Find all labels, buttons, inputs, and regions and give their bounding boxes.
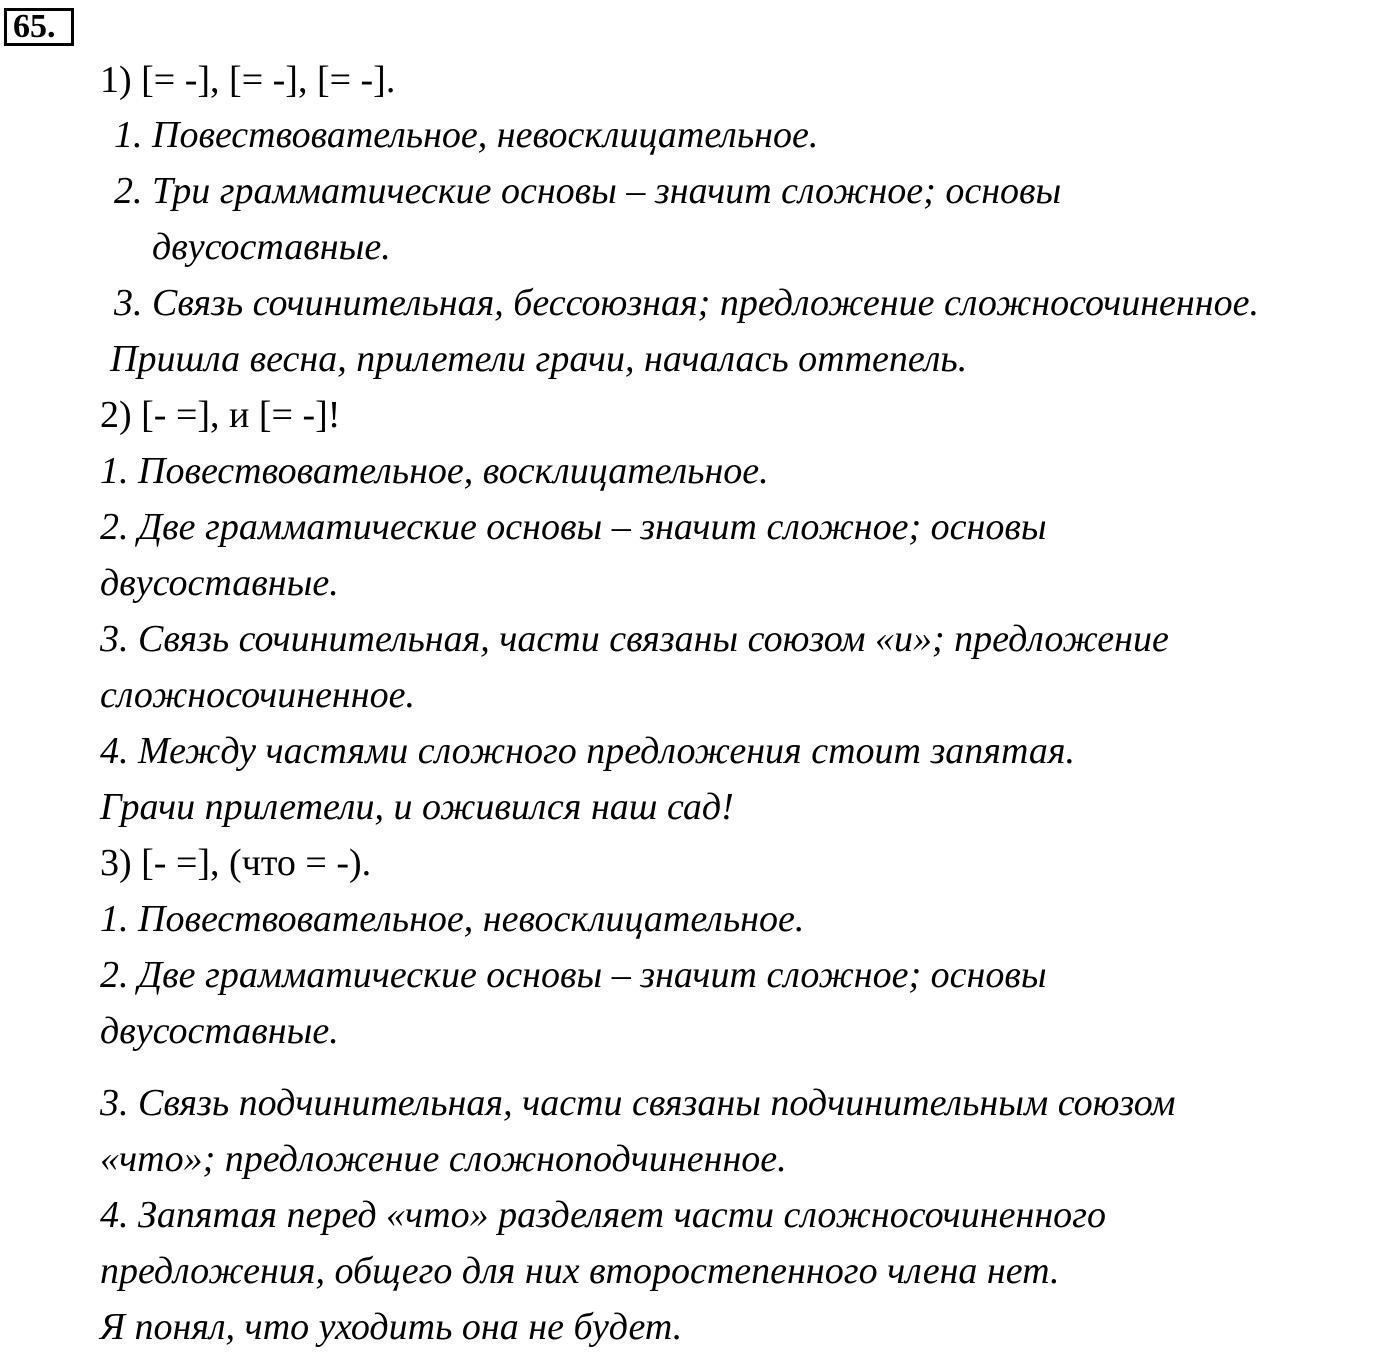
item-1-3: 3. Связь сочинительная, бессоюзная; предложение сложносочиненное.	[114, 282, 1259, 324]
exercise-number-badge: 65.	[4, 8, 74, 46]
item-2-4: 4. Между частями сложного предложения стоит запятая.	[100, 730, 1076, 772]
example-sentence-3: Я понял, что уходить она не будет.	[100, 1306, 683, 1348]
item-2-2: 2. Две грамматические основы – значит сложное; основы	[100, 506, 1047, 548]
item-1-2-cont: двусоставные.	[152, 226, 391, 268]
item-3-3: 3. Связь подчинительная, части связаны подчинительным союзом	[100, 1082, 1176, 1124]
example-sentence-1: Пришла весна, прилетели грачи, началась оттепель.	[110, 338, 968, 380]
scheme-3: 3) [- =], (что = -).	[100, 842, 372, 884]
scheme-2: 2) [- =], и [= -]!	[100, 394, 341, 436]
item-2-1: 1. Повествовательное, восклицательное.	[100, 450, 769, 492]
item-1-1: 1. Повествовательное, невосклицательное.	[114, 114, 819, 156]
item-2-2-cont: двусоставные.	[100, 562, 339, 604]
example-sentence-2: Грачи прилетели, и оживился наш сад!	[100, 786, 734, 828]
item-3-4: 4. Запятая перед «что» разделяет части сложносочиненного	[100, 1194, 1106, 1236]
item-2-3: 3. Связь сочинительная, части связаны союзом «и»; предложение	[100, 618, 1169, 660]
item-3-3-cont: «что»; предложение сложноподчиненное.	[100, 1138, 787, 1180]
item-3-4-cont: предложения, общего для них второстепенного члена нет.	[100, 1250, 1060, 1292]
scheme-1: 1) [= -], [= -], [= -].	[100, 59, 396, 101]
item-2-3-cont: сложносочиненное.	[100, 674, 416, 716]
item-3-1: 1. Повествовательное, невосклицательное.	[100, 898, 805, 940]
item-3-2-cont: двусоставные.	[100, 1010, 339, 1052]
item-3-2: 2. Две грамматические основы – значит сложное; основы	[100, 954, 1047, 996]
item-1-2: 2. Три грамматические основы – значит сложное; основы	[114, 170, 1062, 212]
